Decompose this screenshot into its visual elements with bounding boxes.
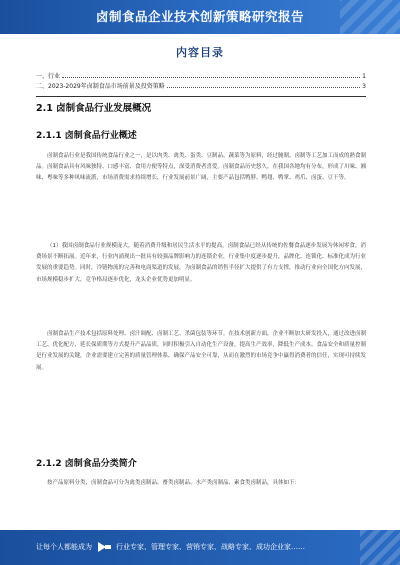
footer-roles-text: 行业专家、管理专家、营销专家、战略专家、成功企业家…… (116, 543, 305, 551)
toc-entry-page: 3 (362, 83, 366, 90)
table-of-contents (36, 70, 366, 90)
toc-entry[interactable] (36, 80, 366, 90)
toc-entry-label: 二、2023-2029年卤制食品市场前景及投资策略 (36, 83, 165, 90)
toc-title: 内容目录 (176, 46, 224, 59)
arrow-right-icon (98, 542, 106, 552)
toc-entry[interactable] (36, 70, 366, 80)
toc-leader-dots (62, 77, 360, 78)
toc-entry-label: 一、行业 (36, 73, 61, 80)
report-title: 卤制食品企业技术创新策略研究报告 (95, 9, 304, 24)
toc-entry-page: 1 (362, 73, 366, 80)
footer-banner (0, 530, 400, 565)
body-paragraph: 按产品原料分类，卤制食品可分为禽类卤制品、畜类卤制品、水产类卤制品、素食类卤制品，具体如下： (47, 480, 301, 486)
body-paragraph: 卤制食品生产技术包括原料处理、卤汁调配、卤制工艺、杀菌包装等环节。在技术创新方面，企业不断加大研发投入，通过改进卤制工艺、优化配方、延长保质期等方式提升产品品质，同时积极引入自动化生产设备，提高生产效率，降低生产成本。食品安全和质量控制是行业发展的关键，企业需要建立完善的质量管理体系，确保产品安全可靠，从而在激烈的市场竞争中赢得消费者的信任，实现可持续发展。 (36, 331, 367, 371)
report-header-banner (0, 0, 400, 34)
toc-leader-dots (167, 87, 360, 88)
section-heading-2-1-1: 2.1.1 卤制食品行业概述 (36, 131, 137, 141)
body-paragraph: 卤制食品行业是我国传统食品行业之一，是以肉类、禽类、蛋类、豆制品、蔬菜等为原料，经过腌制、卤制等工艺加工而成的熟食制品。卤制食品具有风味独特、口感丰富、食用方便等特点，深受消费者喜爱。卤制食品历史悠久，在我国各地均有分布，形成了川味、湘味、粤味等多种风味流派，市场消费需求持续增长，行业发展前景广阔，主要产品包括鸭脖、鸭翅、鸭掌、鸡爪、卤蛋、豆干等。 (36, 153, 367, 182)
section-heading-2-1: 2.1 卤制食品行业发展概况 (36, 103, 152, 114)
footer-decoration (360, 530, 400, 565)
section-heading-2-1-2: 2.1.2 卤制食品分类简介 (36, 459, 137, 469)
body-paragraph: （1）我国卤制食品行业规模庞大，随着消费升级和居民生活水平的提高，卤制食品已经从传统的佐餐食品逐步发展为休闲零食，消费场景不断拓展。近年来，行业内涌现出一批具有较强品牌影响力的连锁企业，行业集中度逐步提升，品牌化、连锁化、标准化成为行业发展的重要趋势。同时，冷链物流的完善和电商渠道的发展，为卤制食品的销售半径扩大提供了有力支撑，推动行业向全国化方向发展，市场规模稳步扩大，竞争格局逐步优化，龙头企业优势更加明显。 (36, 243, 367, 283)
section-divider (36, 96, 366, 97)
footer-lead-text: 让每个人都能成为 (36, 543, 92, 551)
